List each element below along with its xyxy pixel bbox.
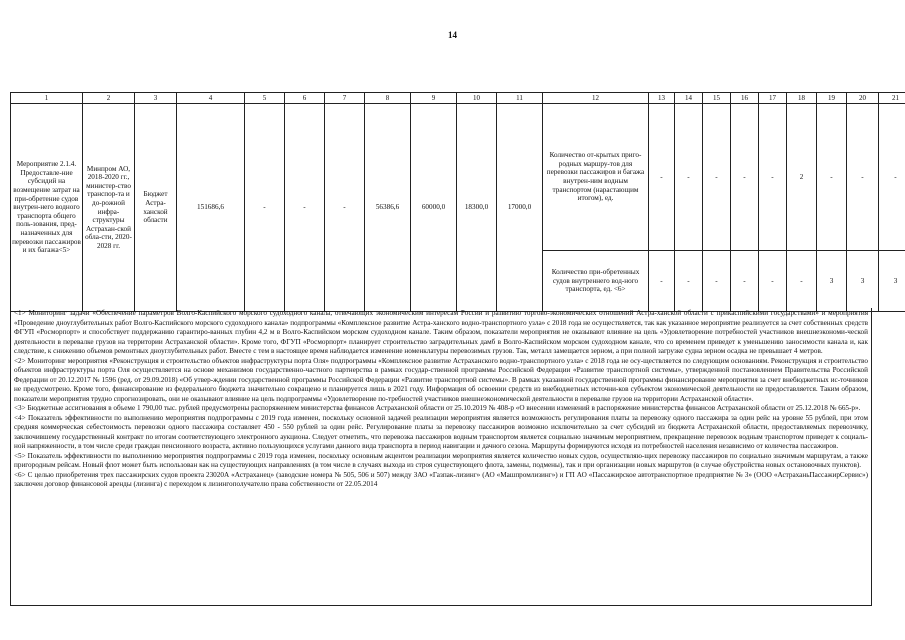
col-number: 15 xyxy=(703,93,731,104)
indicator-cell: Количество от-крытых приго-родных маршру-тов для перевозки пассажиров и багажа внутрен-ним водным транспортом (нарастающим итогом), ед. xyxy=(543,104,649,251)
year-value-cell: 18300,0 xyxy=(457,104,497,312)
col-number: 21 xyxy=(879,93,905,104)
funding-source-cell: Бюджет Астра-ханской области xyxy=(135,104,177,312)
footnote: <6> С целью приобретения трех пассажирских судов проекта 23020А «Астраханец» (заводские номера № 505, 506 и 507) между ЗАО «Газпак-лизинг» (АО «Машпромлизинг») и ГП АО «Пассажирское автотранспортное предприятие № 3» (ООО «АстраханьПассажирСервис») заключен договор финансовой аренды (лизинга) с переходом к лизингополучателю права собственности от 22.05.2014 xyxy=(14,470,868,488)
measure-name-cell: Мероприятие 2.1.4. Предоставле-ние субсидий на возмещение затрат на при-обретение судов внутрен-него водного транспорта общего поль-зования, пред-назначенных для перевозки пассажиров и их багажа<5> xyxy=(11,104,83,312)
col-number: 2 xyxy=(83,93,135,104)
year-value-cell: 56386,6 xyxy=(365,104,411,312)
page-number: 14 xyxy=(448,30,457,40)
indicator-value: - xyxy=(731,104,759,251)
indicator-value: 3 xyxy=(847,251,879,312)
indicator-value: - xyxy=(879,104,905,251)
indicator-value: - xyxy=(759,104,787,251)
footnote: <4> Показатель эффективности по выполнению мероприятия подпрограммы с 2019 года изменен, поскольку основной задачей реализации мероприятия является возможность регулирования платы за перевозку одного пассажира за один рейс на уровне 55 рублей, при этом средняя коммерческая себестоимость перевозки одного пассажира составляет 450 - 550 рублей за один рейс. Регулирование платы за перевозку пассажиров возможно исключительно за счет субсидий из бюджета Астраханской области, предоставляемых перевозчику, заключившему государственный контракт по итогам соответствующего электронного аукциона. Следует отметить, что перевозка пассажиров водным транспортом является социально значимым мероприятием, прекращение перевозок водным транспортом приведет к социаль-ной напряженности, в том числе среди граждан пенсионного возраста, активно пользующихся услугами данного вида транспорта в период навигации и дачного сезона. Маршруты формируются исходя из потребностей населения независимо от количества пассажиров. xyxy=(14,413,868,450)
col-number: 14 xyxy=(675,93,703,104)
indicator-value: - xyxy=(759,251,787,312)
footnote: <2> Мониторинг мероприятия «Реконструкция и строительство объектов инфраструктуры порта Оля» подпрограммы «Комплексное развитие Астраханского водно-транспортного узла» с 2018 года не осу-ществляется по следующим основаниям. Реконструкция и строительство объектов инфраструктуры порта Оля осуществляется на основе механизмов государственно-частного партнерства в рамках государ-ственной программы Российской Федерации «Развитие транспортной системы», утвержденной постановлением Правительства Российской Федерации от 20.12.2017 № 1596 (ред. от 29.09.2018) «Об утвер-ждении государственной программы Российской Федерации «Развитие транспортной системы». В рамках указанной государственной программы финансирование мероприятия за счет внебюджетных ис-точников не предусмотрено. Кроме того, финансирование из федерального бюджета значительно сокращено и планируется лишь в 2021 году. Информация об освоении средств из внебюджетных источни-ков субъектом экономической деятельности не предоставляется. Таким образом, показатели мероприятия трудно спрогнозировать, они не оказывают влияние на цель подпрограммы «Удовлетворение по-требностей участников внешнеэкономической деятельности в перевалке грузов на территории Астраханской области». xyxy=(14,356,868,403)
indicator-value: 2 xyxy=(787,104,817,251)
col-number: 16 xyxy=(731,93,759,104)
indicator-value: - xyxy=(787,251,817,312)
indicator-value: - xyxy=(731,251,759,312)
col-number: 9 xyxy=(411,93,457,104)
year-value-cell: - xyxy=(325,104,365,312)
indicator-cell: Количество при-обретенных судов внутреннего вод-ного транспорта, ед. <6> xyxy=(543,251,649,312)
year-value-cell: - xyxy=(285,104,325,312)
col-number: 10 xyxy=(457,93,497,104)
indicator-value: - xyxy=(847,104,879,251)
footnotes-block xyxy=(10,308,872,606)
col-number: 17 xyxy=(759,93,787,104)
col-number: 4 xyxy=(177,93,245,104)
executor-cell: Минпром АО, 2018-2020 гг., министер-ство транспор-та и до-рожной инфра-структуры Астрахан-ской обла-сти, 2020-2028 гг. xyxy=(83,104,135,312)
indicator-value: - xyxy=(703,251,731,312)
indicator-value: - xyxy=(817,104,847,251)
year-value-cell: - xyxy=(245,104,285,312)
indicator-value: - xyxy=(675,251,703,312)
col-number: 12 xyxy=(543,93,649,104)
col-number: 6 xyxy=(285,93,325,104)
table-row xyxy=(11,104,905,251)
col-number: 5 xyxy=(245,93,285,104)
col-number: 20 xyxy=(847,93,879,104)
footnote: <1> Мониторинг задачи «Обеспечение параметров Волго-Каспийского морского судоходного канала, отвечающих экономическим интересам России и развитию торгово-экономических отношений Астра-ханской области с прикаспийскими государствами» и мероприятия «Проведение дноуглубительных работ Волго-Каспийского морского судоходного канала» подпрограммы «Комплексное развитие Астра-ханского водно-транспортного узла» с 2018 года не осуществляется, так как указанное мероприятие реализуется за счет собственных средств ФГУП «Росморпорт» и способствует поддержанию гарантиро-ванных глубин 4,2 м в Волго-Каспийском морском судоходном канале. Таким образом, показатели мероприятия не оказывают влияние на цель «Удовлетворение потребностей участников внешнеэкономи-ческой деятельности в перевалке грузов на территории Астраханской области». Кроме того, ФГУП «Росморпорт» планирует строительство заградительных дамб в Волго-Каспийском морском судоходном канале, что со временем приведет к уменьшению заносимости канала и, как следствие, к снижению объемов ремонтных дноуглубительных работ. Вместе с тем в настоящее время наблюдается изменение номенклатуры перевозимых грузов. Так, металл замещается зерном, а при полной загрузке судна зерном осадка не превышает 4 метров. xyxy=(14,309,868,355)
col-number: 8 xyxy=(365,93,411,104)
indicator-value: 3 xyxy=(817,251,847,312)
header-row xyxy=(11,93,905,104)
year-value-cell: 17000,0 xyxy=(497,104,543,312)
col-number: 1 xyxy=(11,93,83,104)
col-number: 11 xyxy=(497,93,543,104)
total-cell: 151686,6 xyxy=(177,104,245,312)
col-number: 3 xyxy=(135,93,177,104)
year-value-cell: 60000,0 xyxy=(411,104,457,312)
program-table xyxy=(10,92,905,312)
col-number: 18 xyxy=(787,93,817,104)
footnote: <3> Бюджетные ассигнования в объеме 1 790,00 тыс. рублей предусмотрены распоряжением министерства финансов Астраханской области от 25.10.2019 № 408-р «О внесении изменений в распоряжение министерства финансов Астраханской области от 25.12.2018 № 665-р». xyxy=(14,404,861,412)
footnote: <5> Показатель эффективности по выполнению мероприятия подпрограммы с 2019 года изменен, поскольку основным акцентом реализации мероприятия является количество новых судов, осуществляю-щих перевозку пассажиров по социально значимым маршрутам, а также пригородным рейсам. Новый флот может быть использован как на существующих направлениях (в том числе в случаях выхода из строя существующего флота, замены, подмены), так и при организации новых маршрутов (в случае обустройства новых остановочных пунктов). xyxy=(14,451,868,469)
col-number: 13 xyxy=(649,93,675,104)
indicator-value: 3 xyxy=(879,251,905,312)
indicator-value: - xyxy=(675,104,703,251)
indicator-value: - xyxy=(703,104,731,251)
indicator-value: - xyxy=(649,251,675,312)
col-number: 7 xyxy=(325,93,365,104)
col-number: 19 xyxy=(817,93,847,104)
indicator-value: - xyxy=(649,104,675,251)
